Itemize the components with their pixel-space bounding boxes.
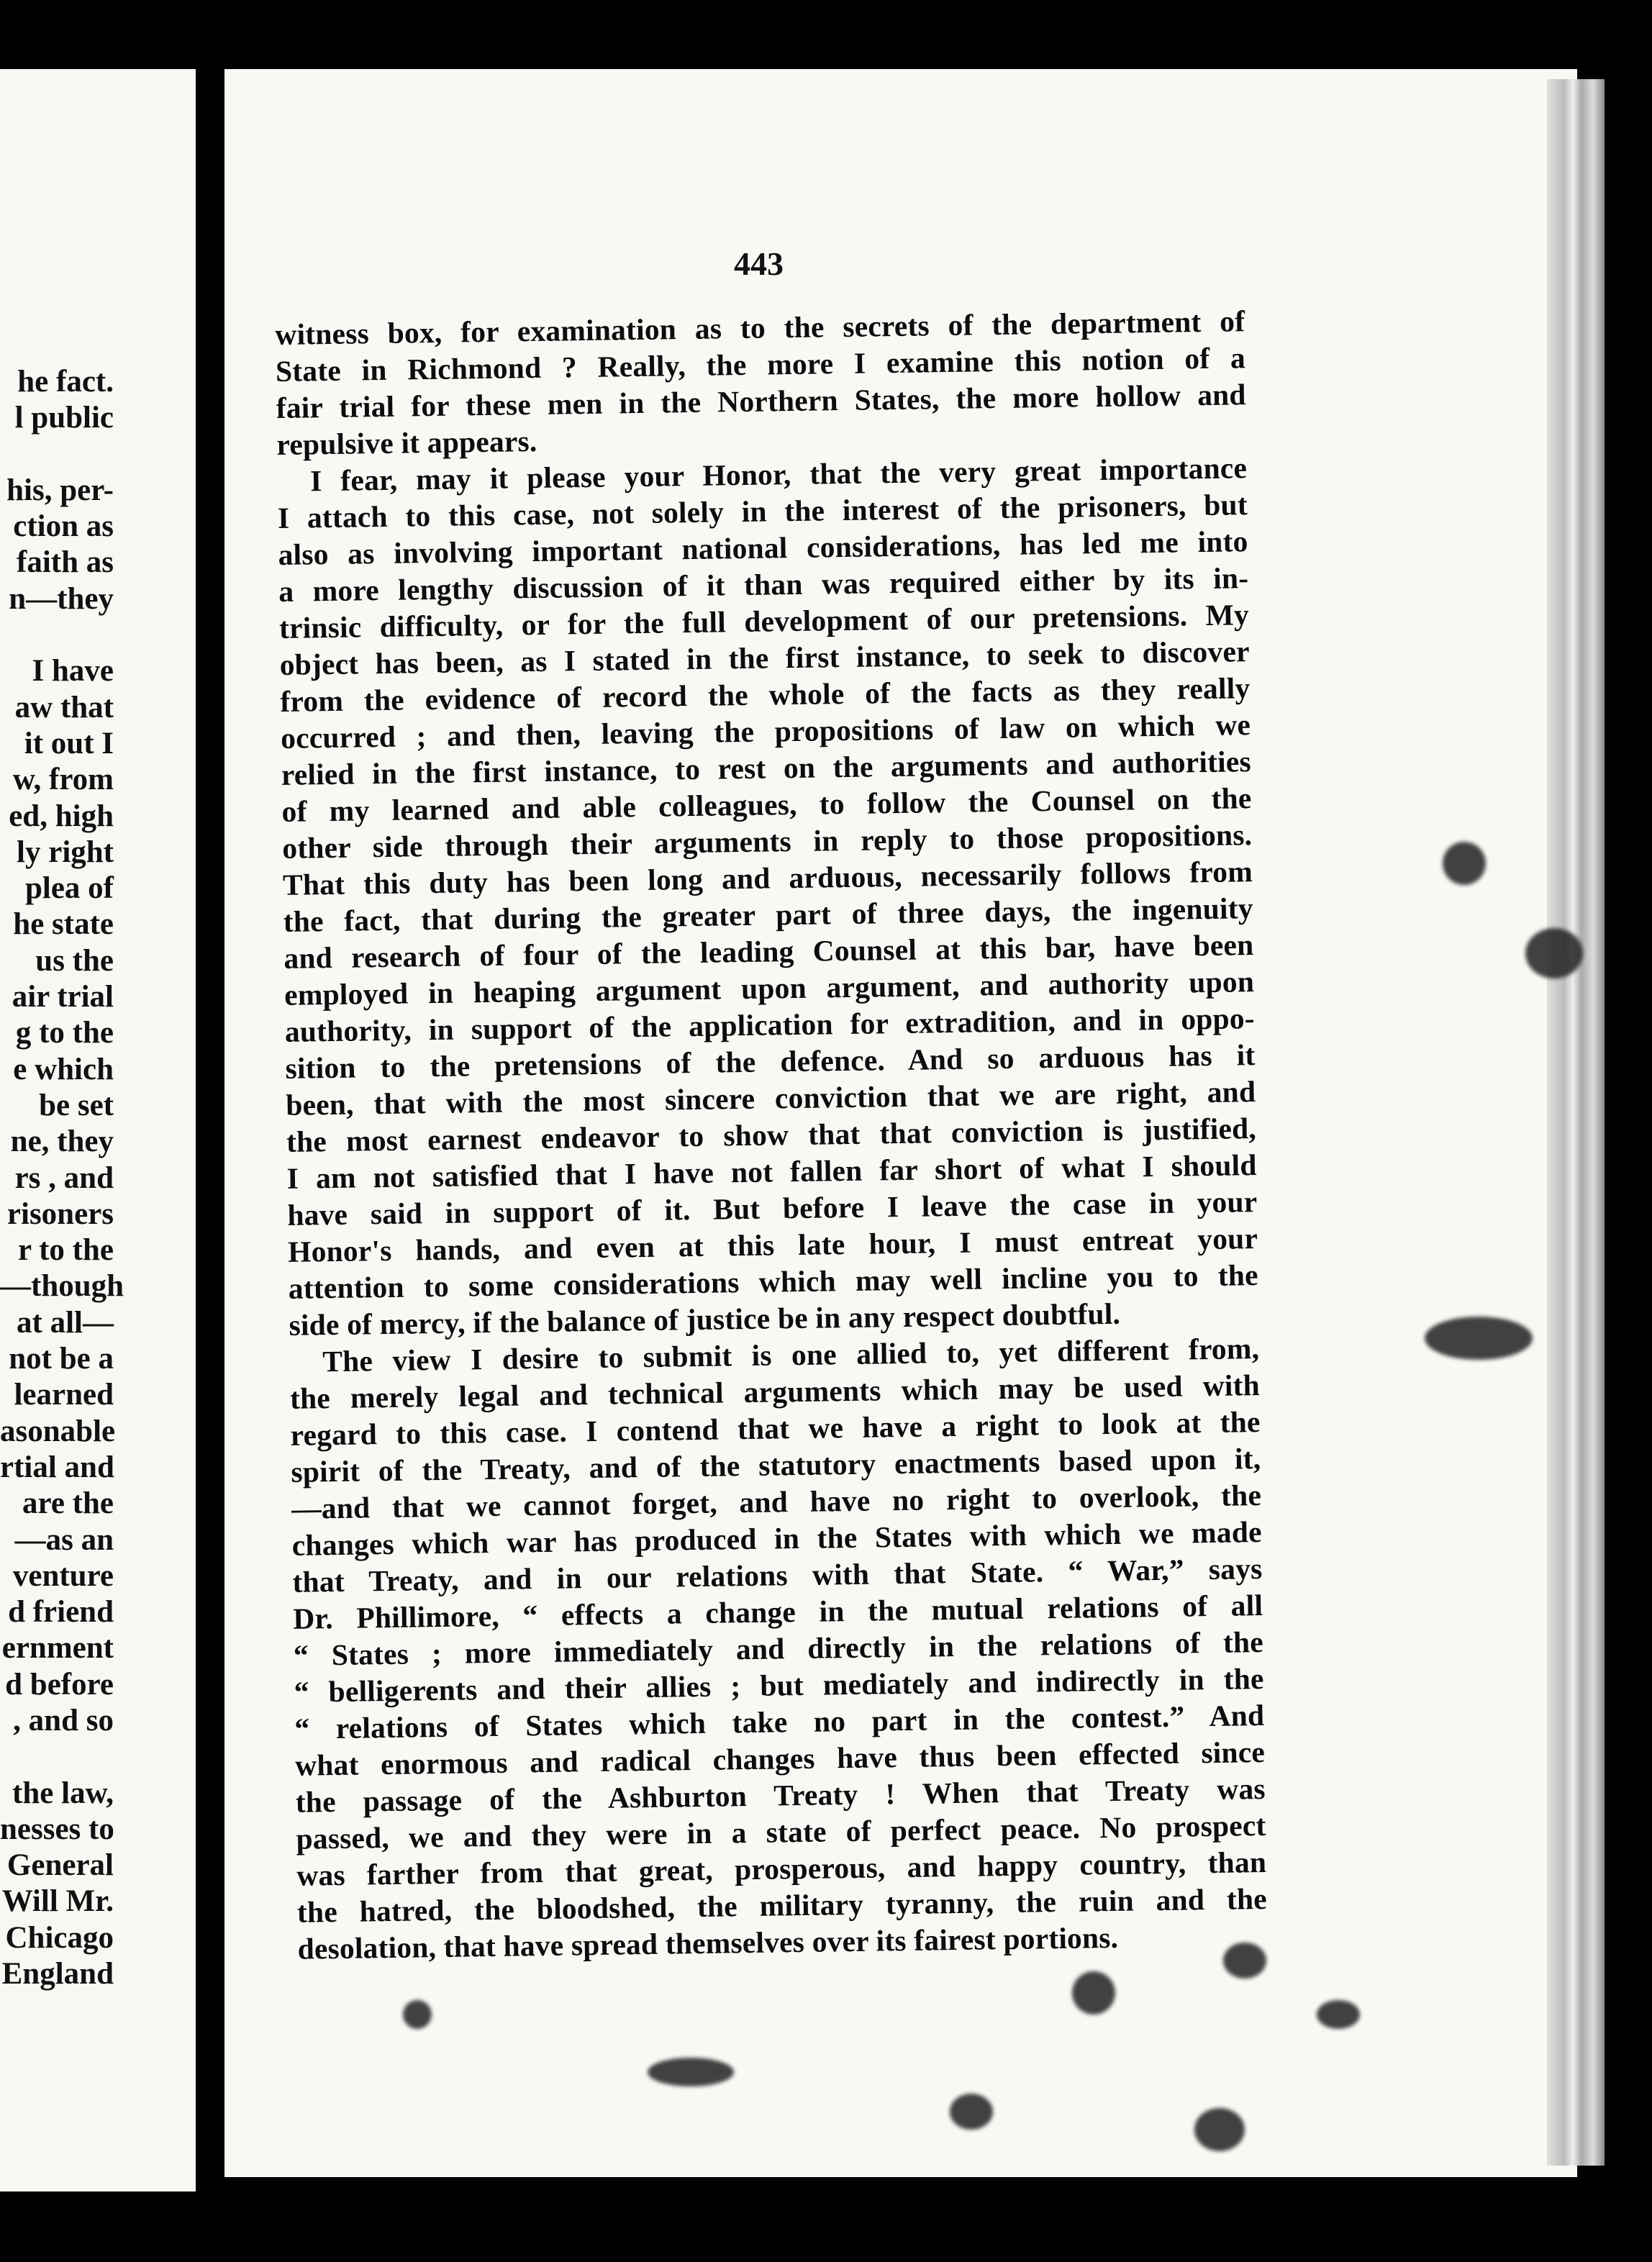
left-page-line: it out I [24, 726, 114, 760]
ink-blot [1525, 928, 1583, 978]
left-page-line: asonable [0, 1414, 116, 1448]
text-line: the fact, that during the greater part of three days, the ingenuity [283, 891, 1253, 938]
left-page-line: aw that [14, 690, 114, 725]
left-page-line: plea of [24, 871, 114, 906]
text-line: desolation, that have spread themselves over its fairest portions. [297, 1920, 1119, 1966]
left-page-line: ly right [17, 835, 114, 869]
left-page-line: rtial and [0, 1450, 114, 1484]
text-line: passed, we and they were in a state of perfect peace. No prospect [296, 1808, 1266, 1856]
left-page-line: e which [13, 1052, 114, 1086]
text-line: and research of four of the leading Counsel at this bar, have been [283, 928, 1254, 975]
text-line: State in Richmond ? Really, the more I examine this notion of a [275, 341, 1246, 388]
text-line: other side through their arguments in reply to those propositions. [281, 818, 1253, 865]
left-page-line: , and so [13, 1703, 114, 1738]
left-page-line: r to the [18, 1233, 114, 1268]
left-page-line: not be a [9, 1342, 114, 1376]
left-page-line: England [1, 1957, 114, 1991]
text-line: authority, in support of the application for extradition, and in oppo- [284, 1001, 1256, 1048]
left-page-line: I have [32, 654, 114, 689]
text-line: side of mercy, if the balance of justice be in any respect doubtful. [289, 1296, 1121, 1342]
left-page-line: faith as [17, 545, 114, 580]
page-edge [1547, 79, 1605, 2166]
text-line: spirit of the Treaty, and of the statutory enactments based upon it, [291, 1442, 1261, 1489]
left-page-line: l public [14, 401, 114, 435]
text-line: of my learned and able colleagues, to follow the Counsel on the [281, 781, 1252, 828]
text-line: witness box, for examination as to the secrets of the department of [275, 304, 1245, 351]
left-page-line: he fact. [17, 365, 114, 399]
left-page-line: Will Mr. [1, 1884, 114, 1919]
text-line: —and that we cannot forget, and have no right to overlook, the [291, 1479, 1262, 1525]
text-line: that Treaty, and in our relations with that State. “ War,” says [292, 1552, 1263, 1599]
text-line: changes which war has produced in the States with which we made [291, 1515, 1263, 1562]
text-line: Honor's hands, and even at this late hour, I must entreat your [287, 1222, 1258, 1268]
text-line: employed in heaping argument upon argument, and authority upon [283, 965, 1255, 1012]
left-page-line: be set [39, 1088, 114, 1122]
text-line: sition to the pretensions of the defence. And so arduous has it [285, 1038, 1256, 1085]
text-line: the most earnest endeavor to show that that conviction is justified, [286, 1112, 1257, 1158]
left-page-line: nesses to [0, 1812, 114, 1846]
left-page-line: d before [5, 1667, 114, 1702]
left-page-line: d friend [8, 1595, 114, 1630]
text-line: occurred ; and then, leaving the propositions of law on which we [280, 708, 1251, 755]
text-line: have said in support of it. But before I leave the case in your [287, 1185, 1258, 1232]
text-line: I fear, may it please your Honor, that the very great importance [309, 451, 1248, 498]
text-line: the passage of the Ashburton Treaty ! When that Treaty was [295, 1771, 1266, 1819]
ink-blot [950, 2094, 993, 2130]
text-line: the hatred, the bloodshed, the military tyranny, the ruin and the [296, 1881, 1268, 1929]
text-line: from the evidence of record the whole of the facts as they really [280, 671, 1251, 718]
text-line: repulsive it appears. [276, 424, 537, 461]
left-page-line: venture [12, 1558, 114, 1593]
text-line: Dr. Phillimore, “ effects a change in the mutual relations of all [292, 1589, 1263, 1635]
left-page-line: ed, high [9, 799, 114, 833]
left-page-line: General [6, 1848, 114, 1883]
text-line: what enormous and radical changes have thus been effected since [294, 1735, 1266, 1782]
ink-blot [648, 2058, 734, 2086]
ink-blot [403, 2000, 432, 2029]
left-page-line [0, 437, 114, 473]
ink-blot [1425, 1317, 1533, 1360]
left-page-line: g to the [15, 1016, 114, 1050]
left-page-line: learned [14, 1378, 114, 1412]
ink-blot [1223, 1943, 1266, 1979]
text-line: The view I desire to submit is one allied to, yet different from, [322, 1332, 1260, 1378]
left-page-text [0, 364, 124, 1992]
left-page [0, 69, 196, 2191]
left-page-line: the law, [12, 1776, 114, 1810]
text-line: object has been, as I stated in the first instance, to seek to discover [279, 635, 1250, 681]
left-page-line: ne, they [10, 1125, 114, 1159]
text-line: “ States ; more immediately and directly in the relations of the [293, 1625, 1264, 1672]
text-line: relied in the first instance, to rest on the arguments and authorities [281, 745, 1252, 791]
left-page-line: risoners [6, 1196, 114, 1231]
text-line: I am not satisfied that I have not fallen far short of what I should [286, 1148, 1257, 1195]
body-text [275, 303, 1268, 1968]
left-page-line: at all— [17, 1305, 114, 1340]
left-page-line: are the [22, 1486, 114, 1521]
text-line: “ belligerents and their allies ; but mediately and indirectly in the [294, 1661, 1264, 1709]
ink-blot [1194, 2108, 1245, 2151]
left-page-line: us the [35, 943, 114, 978]
text-line: regard to this case. I contend that we have a right to look at the [290, 1405, 1261, 1452]
left-page-line: —though [0, 1269, 124, 1304]
left-page-line: ction as [13, 509, 114, 544]
left-page-line: air trial [12, 980, 114, 1014]
text-line: was farther from that great, prosperous, and happy country, than [296, 1845, 1267, 1892]
text-line: “ relations of States which take no part in the contest.” And [294, 1698, 1265, 1745]
book-gutter [196, 58, 224, 2202]
left-page-line: Chicago [5, 1920, 114, 1955]
left-page-line: his, per- [6, 473, 114, 507]
ink-blot [1317, 2000, 1360, 2029]
left-page-line: rs , and [14, 1160, 114, 1195]
text-line: trinsic difficulty, or for the full development of our pretensions. My [278, 598, 1250, 645]
text-line: That this duty has been long and arduous, necessarily follows from [282, 855, 1253, 901]
text-line: the merely legal and technical arguments which may be used with [289, 1368, 1261, 1415]
left-page-line [0, 1739, 114, 1775]
left-page-line: n—they [9, 581, 114, 616]
text-line: also as involving important national considerations, has led me into [278, 524, 1248, 571]
left-page-line: ernment [1, 1631, 114, 1666]
ink-blot [1072, 1971, 1115, 2015]
text-line: attention to some considerations which may well incline you to the [288, 1258, 1259, 1305]
page-number: 443 [734, 245, 784, 282]
text-line: I attach to this case, not solely in the interest of the prisoners, but [277, 488, 1248, 535]
left-page-line: he state [13, 907, 114, 942]
left-page-line: w, from [12, 763, 114, 797]
text-line: fair trial for these men in the Northern States, the more hollow and [276, 378, 1246, 424]
ink-blot [1443, 842, 1486, 885]
left-page-line: —as an [14, 1522, 114, 1557]
left-page-line [0, 617, 114, 653]
text-line: a more lengthy discussion of it than was required either by its in- [278, 561, 1249, 608]
text-line: been, that with the most sincere conviction that we are right, and [285, 1075, 1256, 1122]
